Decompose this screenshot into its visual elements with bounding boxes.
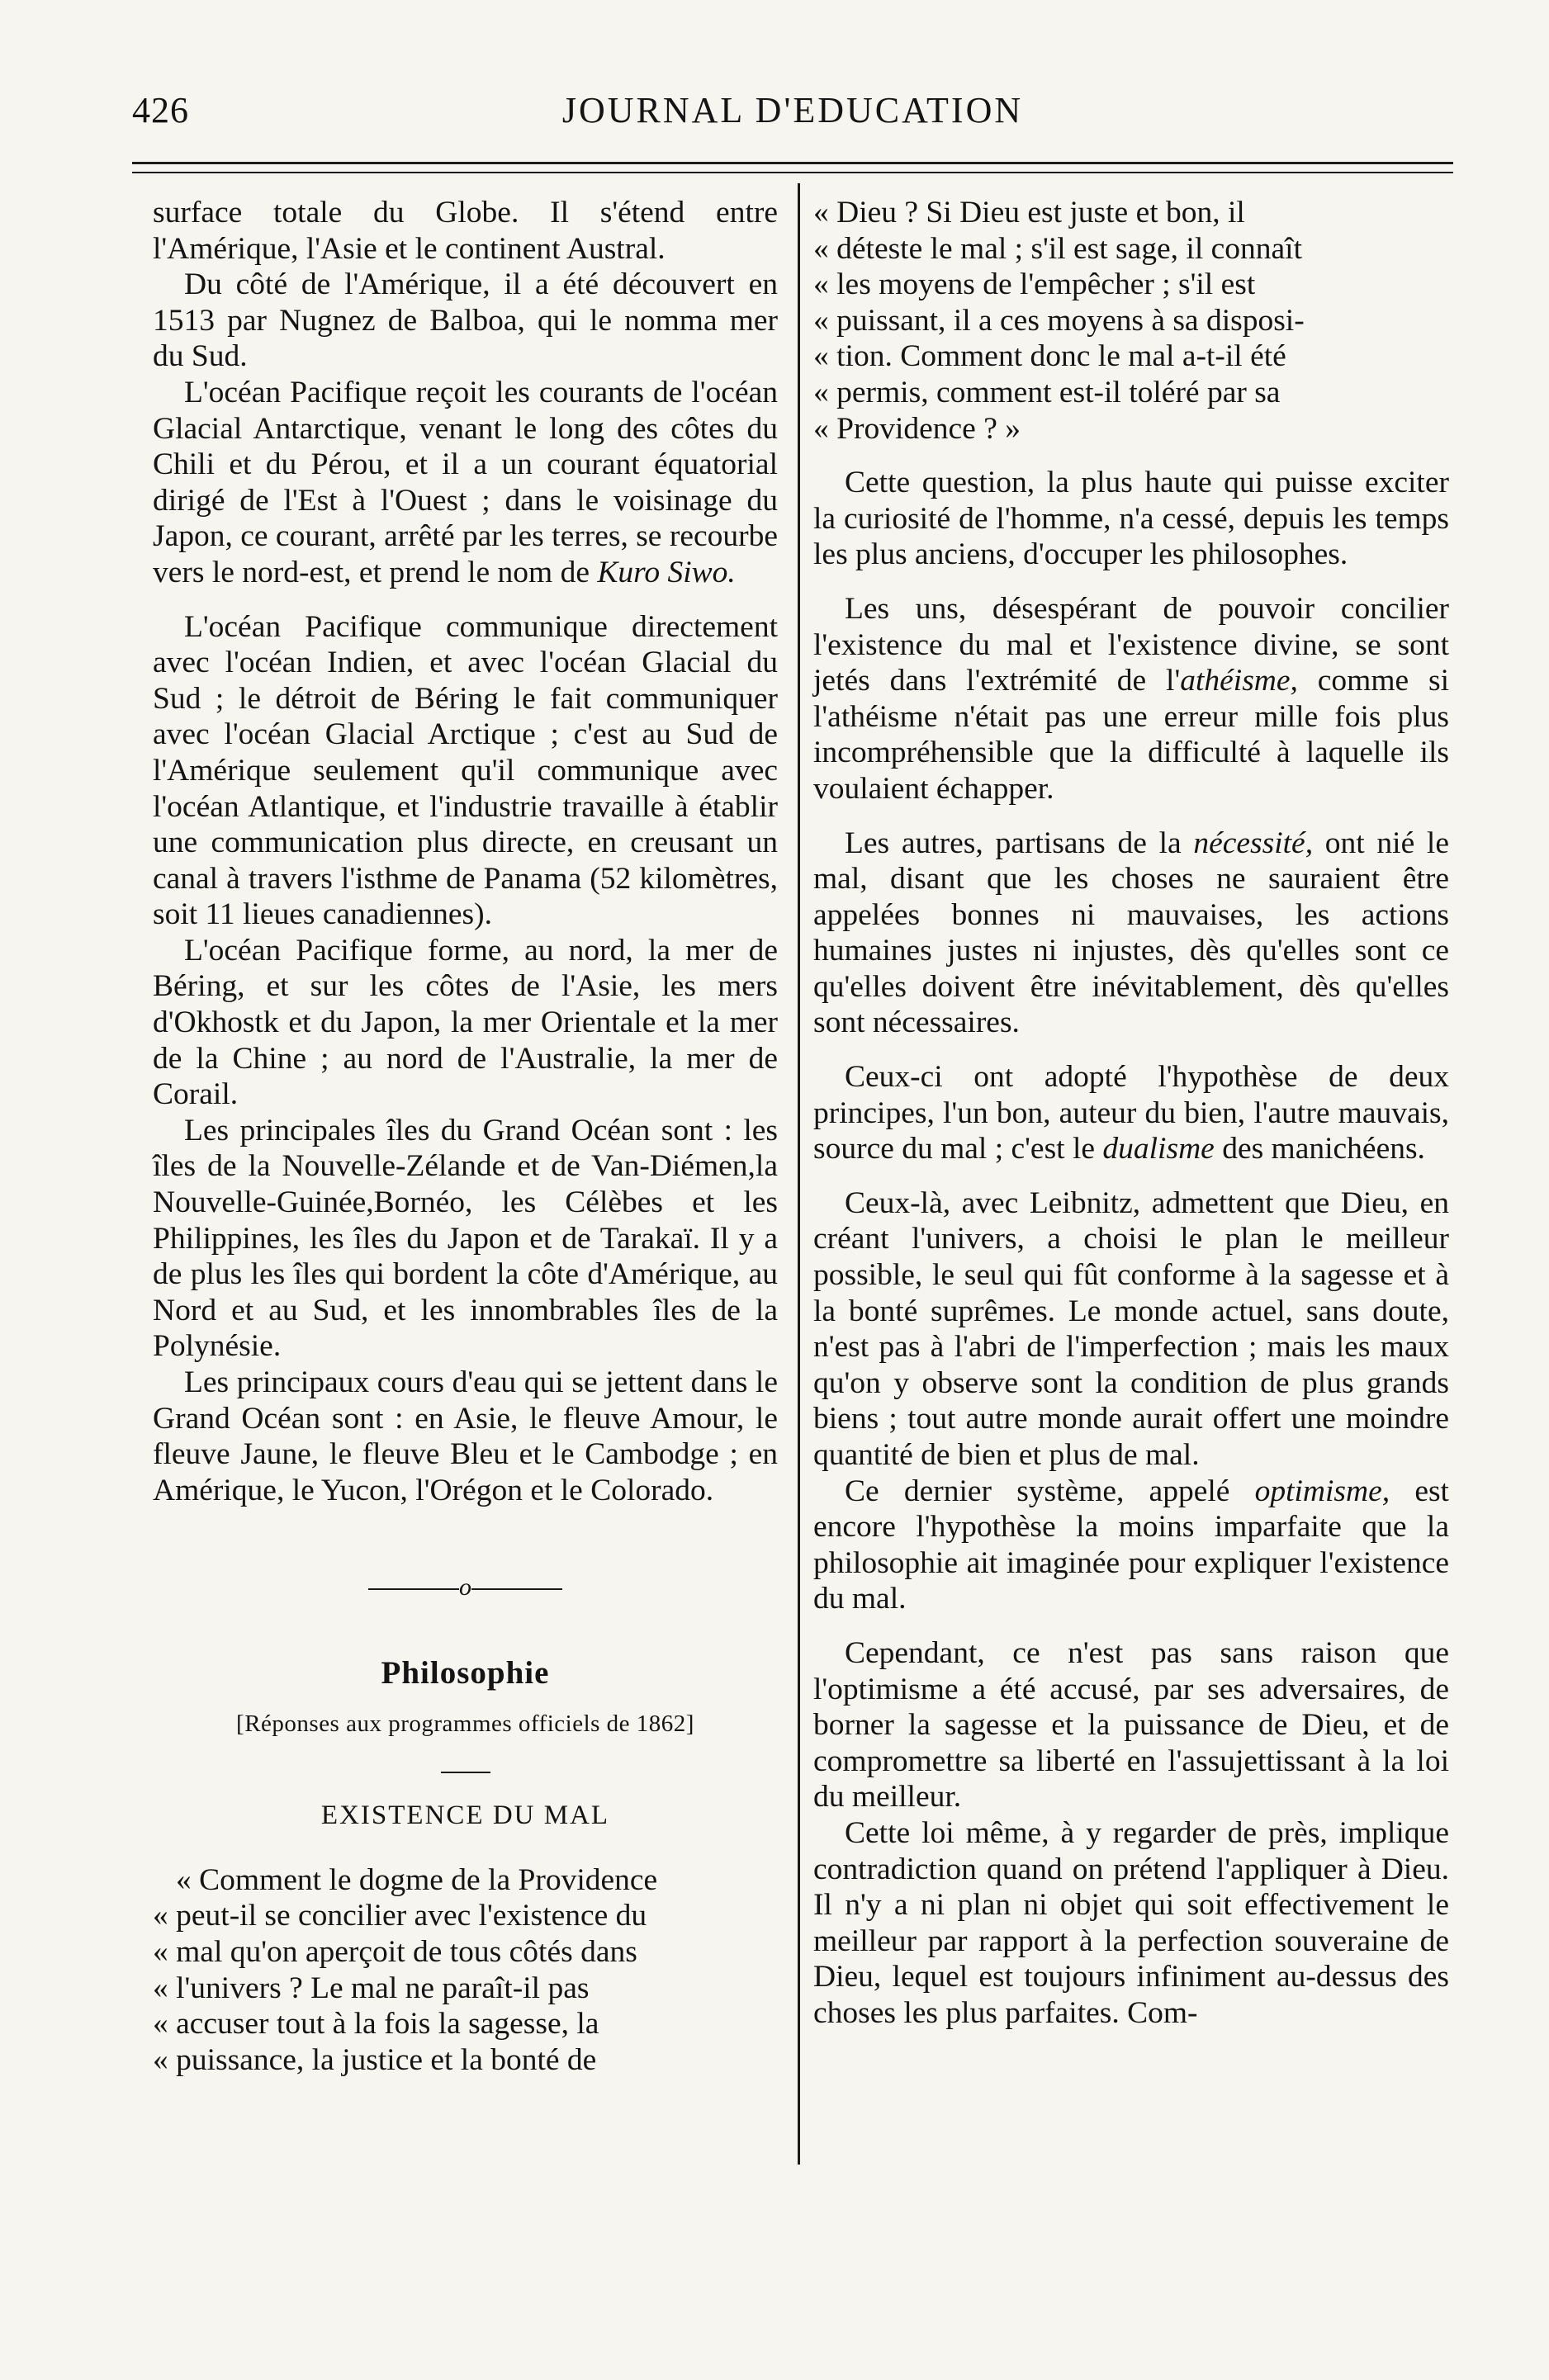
- quote-line: « les moyens de l'empêcher ; s'il est: [813, 267, 1256, 302]
- quote-line: « déteste le mal ; s'il est sage, il connaît: [813, 231, 1303, 266]
- paragraph: Du côté de l'Amérique, il a été découvert en 1513 par Nugnez de Balboa, qui le nomma mer du Sud.: [153, 267, 778, 374]
- paragraph: L'océan Pacifique forme, au nord, la mer de Béring, et sur les côtes de l'Asie, les mers d'Okhostk et du Japon, la mer Orientale et la mer de la Chine ; au nord de l'Australie, la mer de Corail.: [153, 933, 778, 1112]
- quote-line: « tion. Comment donc le mal a-t-il été: [813, 339, 1286, 374]
- paragraph: [813, 826, 1449, 1042]
- paragraph: Cette question, la plus haute qui puisse exciter la curiosité de l'homme, n'a cessé, depuis les temps les plus anciens, d'occuper les philosophes.: [813, 466, 1449, 572]
- paragraph: [813, 1059, 1449, 1167]
- quote-line: « mal qu'on aperçoit de tous côtés dans: [153, 1934, 637, 1969]
- separator-dash: [471, 1588, 562, 1590]
- paragraph: Cependant, ce n'est pas sans raison que l'optimisme a été accusé, par ses adversaires, de borner la sagesse et la puissance de Dieu, et de compromettre sa liberté en l'assujettissant à la loi du meilleur.: [813, 1635, 1449, 1815]
- quote-line: « permis, comment est-il toléré par sa: [813, 375, 1281, 409]
- header-rule-top: [132, 162, 1453, 164]
- paragraph-text: Les uns, désespérant de pouvoir concilier l'existence du mal et l'existence divine, se sont jetés dans l'extrémité de l': [813, 591, 1449, 698]
- paragraph-text: comme si l'athéisme n'était pas une erreur mille fois plus incompréhensible que la difficulté à laquelle ils voulaient échapper.: [813, 664, 1449, 806]
- paragraph: [813, 1474, 1449, 1617]
- paragraph: Ceux-là, avec Leibnitz, admettent que Dieu, en créant l'univers, a choisi le plan le meilleur possible, le seul qui fût conforme à la sagesse et à la bonté suprêmes. Le monde actuel, sans doute, n'est pas à l'abri de l'imperfection ; mais les maux qu'on y observe sont la condition de plus grands biens ; tout autre monde aurait offert une moindre quantité de bien et plus de mal.: [813, 1185, 1449, 1472]
- page-header: [132, 89, 1453, 139]
- short-rule: [441, 1772, 490, 1773]
- paragraph-text: Ce dernier système, appelé: [845, 1474, 1255, 1508]
- paragraph: Les principales îles du Grand Océan sont : les îles de la Nouvelle-Zélande et de Van-Diémen,la Nouvelle-Guinée,Bornéo, les Célèbes et les Philippines, les îles du Japon et de Tarakaï. Il y a de plus les îles qui bordent la côte d'Amérique, au Nord et au Sud, et les innombrables îles de la Polynésie.: [153, 1113, 778, 1364]
- paragraph: Les principaux cours d'eau qui se jettent dans le Grand Océan sont : en Asie, le fleuve Amour, le fleuve Jaune, le fleuve Bleu et le Cambodge ; en Amérique, le Yucon, l'Orégon et le Colorado.: [153, 1365, 778, 1507]
- quote-line: « Providence ? »: [813, 411, 1021, 446]
- italic-term: optimisme,: [1254, 1474, 1390, 1508]
- quote-continuation: [813, 195, 1449, 447]
- paragraph: L'océan Pacifique communique directement avec l'océan Indien, et avec l'océan Glacial du Sud ; le détroit de Béring le fait communiquer avec l'océan Glacial Arctique ; c'est au Sud de l'Amérique seulement qu'il communique avec l'océan Atlantique, et l'industrie travaille à établir une communication plus directe, en creusant un canal à travers l'isthme de Panama (52 kilomètres, soit 11 lieues canadiennes).: [153, 609, 778, 932]
- header-rule-bottom: [132, 172, 1453, 173]
- paragraph-text: ont nié le mal, disant que les choses ne sauraient être appelées bonnes ni mauvaises, les actions humaines justes ni injustes, dès qu'elles sont ce qu'elles doivent être inévitablement, dès qu'elles sont nécessaires.: [813, 826, 1449, 1040]
- paragraph-text: L'océan Pacifique reçoit les courants de l'océan Glacial Antarctique, venant le long des côtes du Chili et du Pérou, et il a un courant équatorial dirigé de l'Est à l'Ouest ; dans le voisinage du Japon, ce courant, arrêté par les terres, se recourbe vers le nord-est, et prend le nom de: [153, 375, 778, 589]
- italic-term: nécessité,: [1193, 826, 1314, 860]
- quote-line: « peut-il se concilier avec l'existence du: [153, 1899, 647, 1933]
- paragraph-text: Les autres, partisans de la: [845, 826, 1194, 860]
- paragraph: [153, 375, 778, 591]
- quote-line: « puissance, la justice et la bonté de: [153, 2042, 597, 2077]
- quote-line: « Comment le dogme de la Providence: [176, 1862, 658, 1897]
- quote-line: « puissant, il a ces moyens à sa disposi-: [813, 303, 1305, 338]
- italic-term: dualisme: [1102, 1132, 1215, 1166]
- italic-term: athéisme,: [1180, 664, 1298, 698]
- quote-block: [153, 1862, 778, 2079]
- paragraph-text: Ceux-ci ont adopté l'hypothèse de deux principes, l'un bon, auteur du bien, l'autre mauvais, source du mal ; c'est le: [813, 1060, 1449, 1166]
- separator-mark: o: [459, 1573, 471, 1602]
- right-column: [813, 195, 1449, 2032]
- section-note: [Réponses aux programmes officiels de 1862]: [236, 1710, 694, 1737]
- quote-line: « Dieu ? Si Dieu est juste et bon, il: [813, 196, 1245, 229]
- column-divider: [798, 183, 800, 2165]
- paragraph-text: est encore l'hypothèse la moins imparfaite que la philosophie ait imaginée pour expliquer l'existence du mal.: [813, 1474, 1449, 1616]
- section-separator: [153, 1569, 778, 1606]
- section-title: EXISTENCE DU MAL: [320, 1800, 610, 1831]
- section-heading: Philosophie: [381, 1654, 550, 1691]
- paragraph: surface totale du Globe. Il s'étend entre l'Amérique, l'Asie et le continent Austral.: [153, 196, 778, 266]
- quote-line: « accuser tout à la fois la sagesse, la: [153, 2007, 599, 2042]
- running-title: JOURNAL D'EDUCATION: [561, 90, 1024, 130]
- paragraph: Cette loi même, à y regarder de près, implique contradiction quand on prétend l'appliquer à Dieu. Il n'y a ni plan ni objet qui soit effectivement le meilleur par rapport à la perfection souveraine de Dieu, lequel est toujours infiniment au-dessus des choses les plus parfaites. Com-: [813, 1815, 1449, 2030]
- separator-dash: [368, 1588, 459, 1590]
- paragraph: [813, 591, 1449, 807]
- italic-term: Kuro Siwo.: [597, 555, 736, 589]
- page-number: 426: [132, 90, 189, 130]
- quote-line: « l'univers ? Le mal ne paraît-il pas: [153, 1971, 590, 2005]
- left-column: [153, 195, 778, 2078]
- paragraph-text: des manichéens.: [1214, 1132, 1425, 1166]
